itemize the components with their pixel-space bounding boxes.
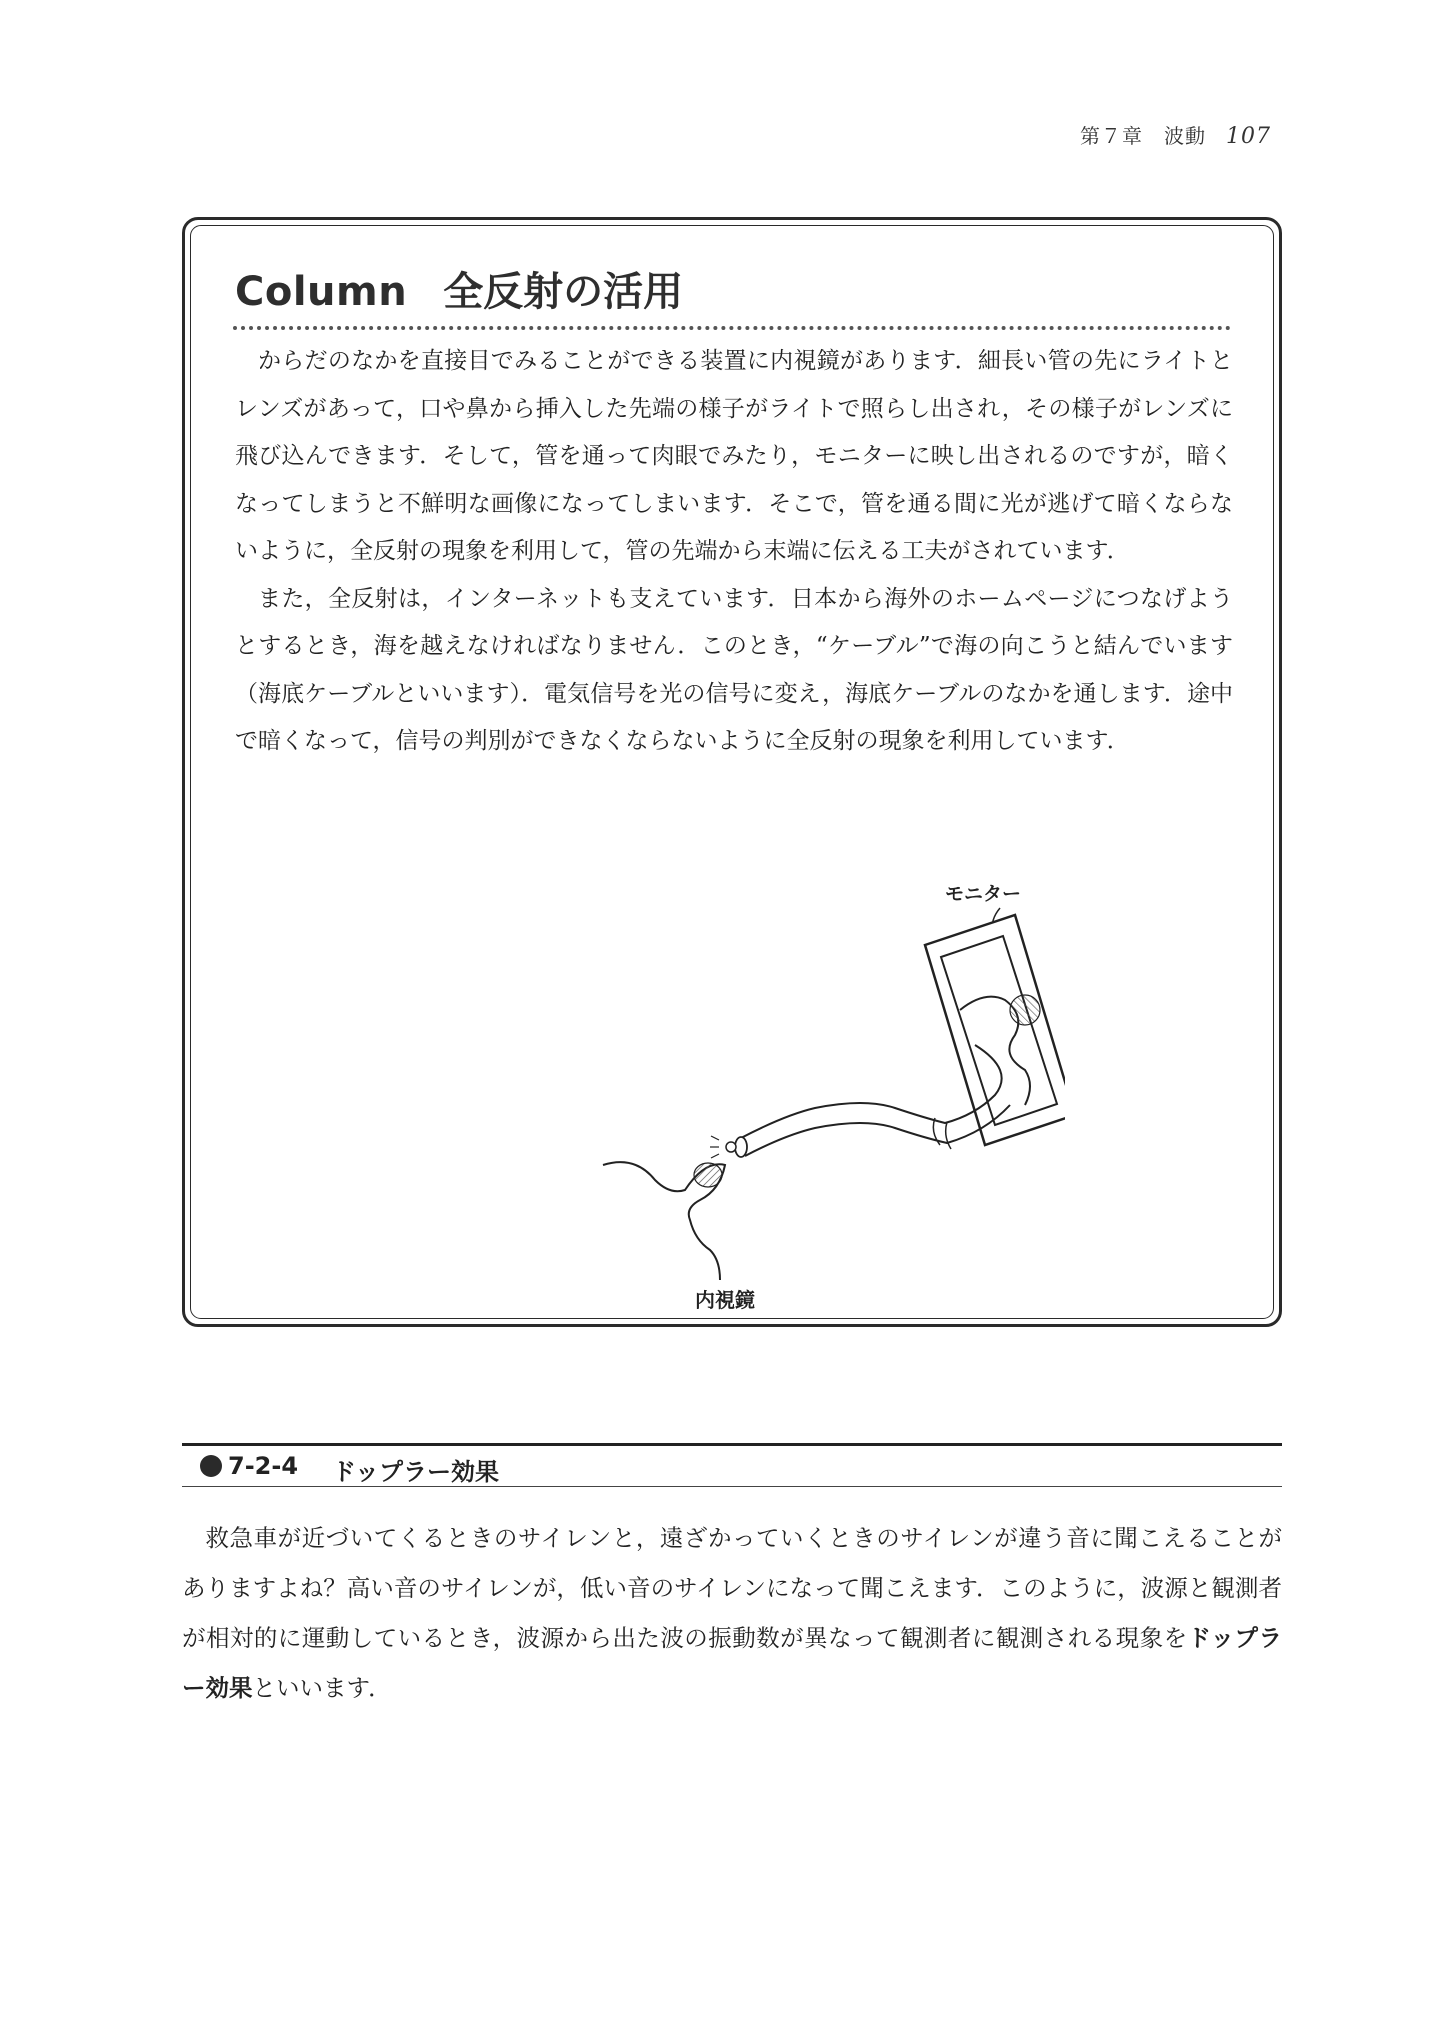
column-heading: 全反射の活用: [443, 269, 684, 315]
monitor-label: モニター: [945, 883, 1022, 905]
section-paragraph: [182, 1513, 1282, 1713]
monitor: [925, 915, 1065, 1145]
section-bullet-icon: [200, 1455, 222, 1477]
section-number: 7-2-4: [228, 1452, 299, 1480]
patient-face: [603, 1162, 725, 1280]
column-label: Column: [235, 269, 408, 315]
column-paragraph: からだのなかを直接目でみることができる装置に内視鏡があります．細長い管の先にライトとレンズがあって，口や鼻から挿入した先端の様子がライトで照らし出され，その様子がレンズに飛び込んできます．そして，管を通って肉眼でみたり，モニターに映し出されるのですが，暗くなってしまうと不鮮明な画像になってしまいます．そこで，管を通る間に光が逃げて暗くならないように，全反射の現象を利用して，管の先端から末端に伝える工夫がされています．: [235, 348, 1233, 564]
dotted-rule: [233, 326, 1231, 330]
column-text: [235, 338, 1233, 766]
section-heading: [182, 1443, 1282, 1487]
page-number: 107: [1226, 124, 1271, 149]
chapter-label: 第７章 波動: [1080, 124, 1206, 148]
paragraph-text-end: といいます．: [252, 1674, 392, 1702]
key-term: ドップラー効果: [182, 1624, 1282, 1702]
endoscope-illustration: [385, 860, 1065, 1280]
section-title: ドップラー効果: [332, 1458, 500, 1486]
paragraph-text: 救急車が近づいてくるときのサイレンと，遠ざかっていくときのサイレンが違う音に聞こえることがありますよね？高い音のサイレンが，低い音のサイレンになって聞こえます．このように，波源と観測者が相対的に運動しているとき，波源から出た波の振動数が異なって観測者に観測される現象を: [182, 1524, 1282, 1652]
column-paragraph: また，全反射は，インターネットも支えています．日本から海外のホームページにつなげようとするとき，海を越えなければなりません．このとき，“ケーブル”で海の向こうと結んでいます（海底ケーブルといいます）．電気信号を光の信号に変え，海底ケーブルのなかを通します．途中で暗くなって，信号の判別ができなくならないように全反射の現象を利用しています．: [235, 585, 1233, 754]
column-title: [235, 260, 683, 317]
column-box: [182, 217, 1282, 1327]
section-body: [182, 1513, 1282, 1713]
running-head: [1080, 120, 1280, 149]
figure-caption: 内視鏡: [695, 1288, 755, 1312]
